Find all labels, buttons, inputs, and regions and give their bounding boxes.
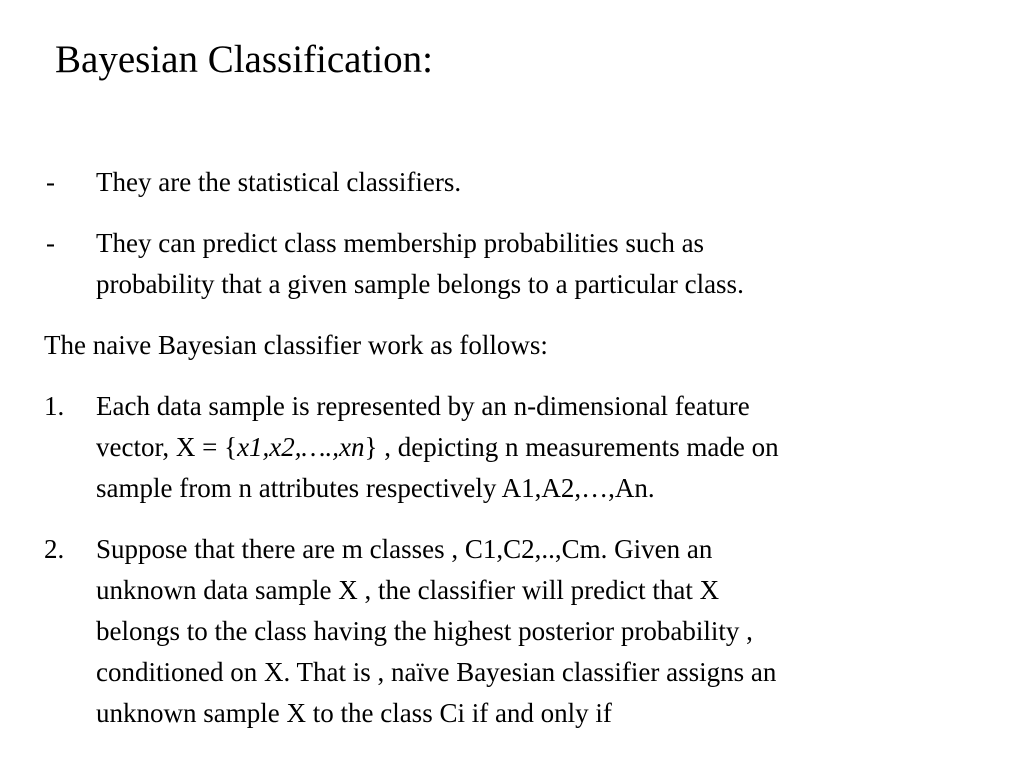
intro-paragraph: The naive Bayesian classifier work as follows: bbox=[44, 330, 548, 360]
step-text-line: Each data sample is represented by an n-dimensional feature bbox=[96, 391, 750, 421]
step-text-line: unknown data sample X , the classifier will predict that X bbox=[96, 575, 720, 605]
step-text-line: unknown sample X to the class Ci if and only if bbox=[96, 698, 612, 728]
feature-vector-italic: x1,x2,….,xn bbox=[237, 432, 365, 462]
bullet-marker: - bbox=[46, 228, 55, 258]
step-text-line bbox=[96, 427, 1004, 468]
number-marker: 1. bbox=[44, 391, 65, 421]
slide-body bbox=[44, 162, 1004, 754]
step-text-line: conditioned on X. That is , naïve Bayesian classifier assigns an bbox=[96, 657, 777, 687]
numbered-item bbox=[44, 529, 1004, 734]
step-text-line: sample from n attributes respectively A1,A2,…,An. bbox=[96, 473, 655, 503]
numbered-item bbox=[44, 386, 1004, 509]
step-text-line: Suppose that there are m classes , C1,C2,..,Cm. Given an bbox=[96, 534, 713, 564]
slide-title: Bayesian Classification: bbox=[55, 38, 434, 81]
step-text-segment: } , depicting n measurements made on bbox=[364, 432, 779, 462]
bullet-text-line: They are the statistical classifiers. bbox=[96, 167, 462, 197]
bullet-text-line: They can predict class membership probabilities such as bbox=[96, 228, 705, 258]
bullet-item bbox=[44, 223, 1004, 305]
step-text-line: belongs to the class having the highest posterior probability , bbox=[96, 616, 753, 646]
number-marker: 2. bbox=[44, 534, 65, 564]
bullet-marker: - bbox=[46, 167, 55, 197]
bullet-text-line: probability that a given sample belongs to a particular class. bbox=[96, 269, 744, 299]
step-text-segment: vector, X = { bbox=[96, 432, 238, 462]
bullet-item bbox=[44, 162, 1004, 203]
